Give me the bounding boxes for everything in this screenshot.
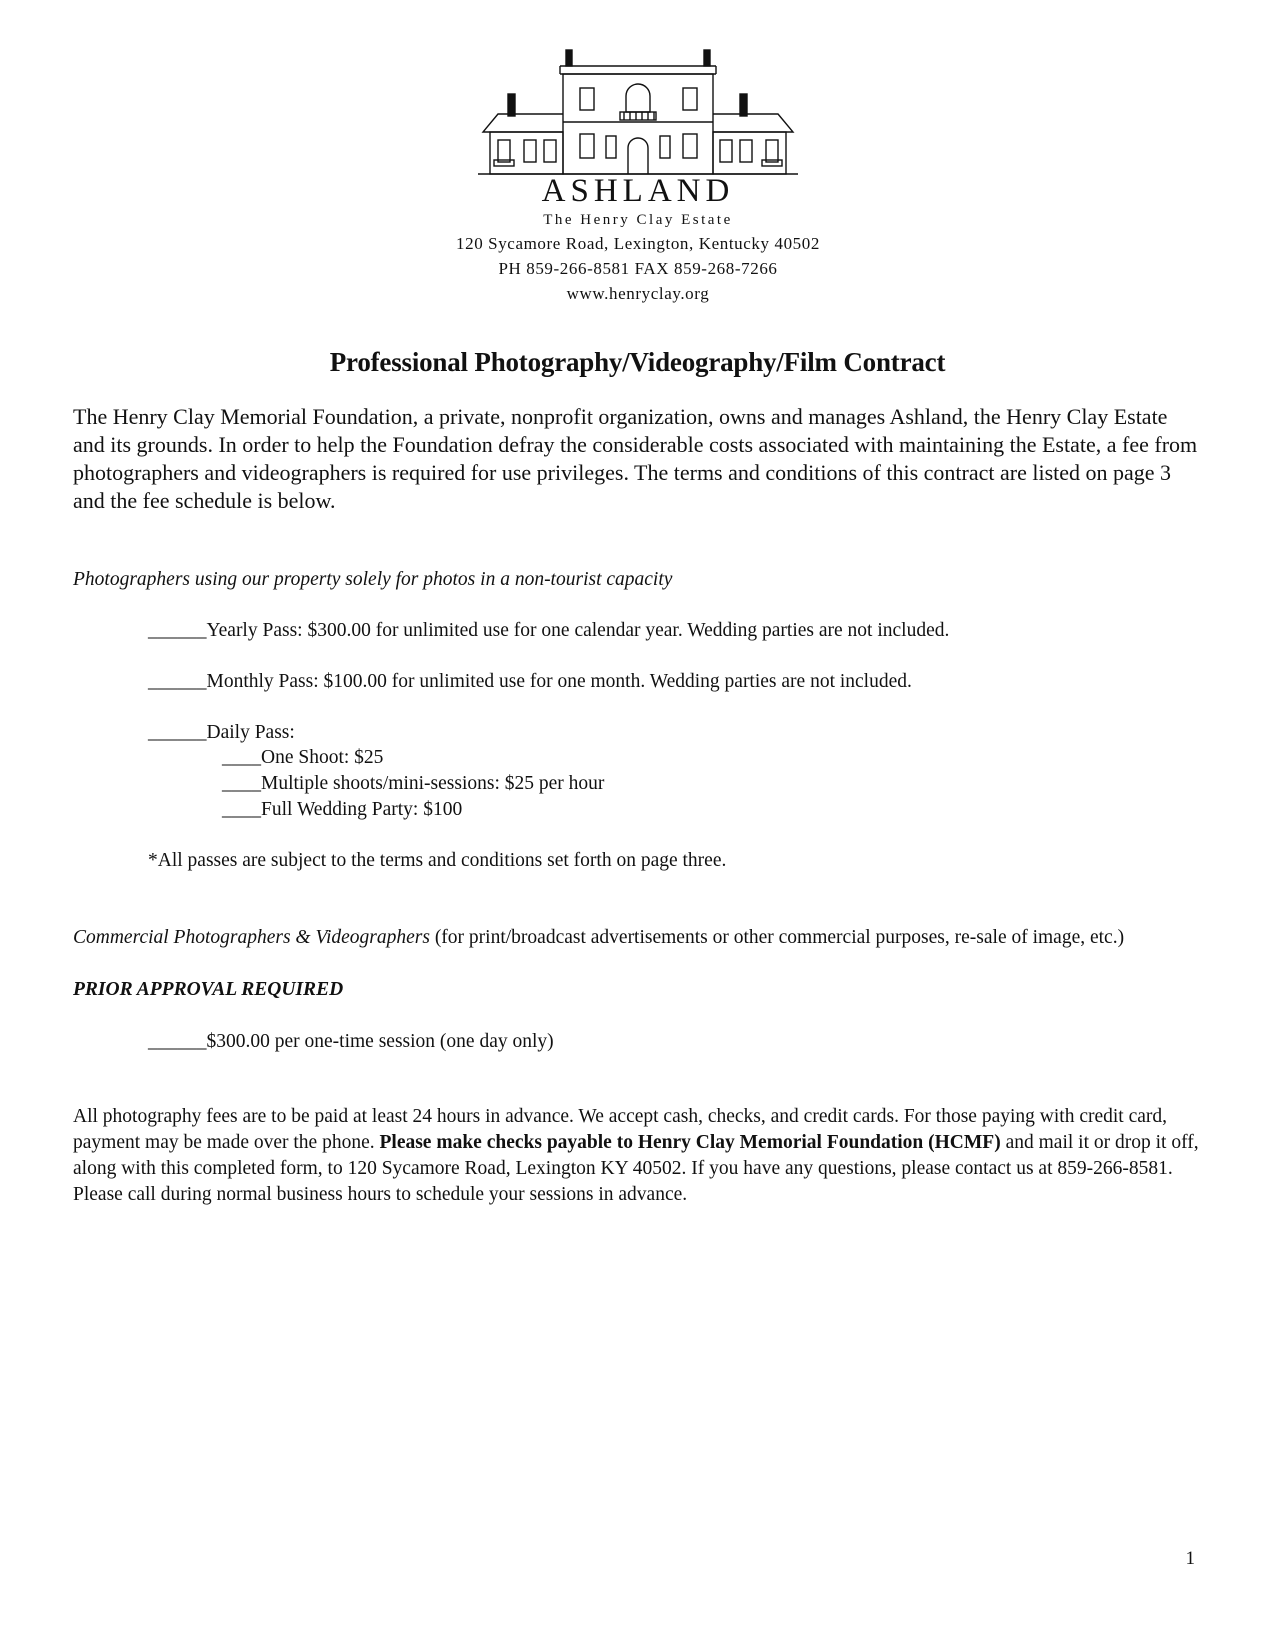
estate-subtitle: The Henry Clay Estate: [543, 212, 733, 228]
payment-text-2: and mail it or drop it off, along with this completed form, to 120 Sycamore Road, Lexington KY 40502. If you have any questions, please contact us at 859-266-8581. Please call during normal business hours to schedule your sessions in advance.: [73, 1132, 1199, 1205]
document-title: Professional Photography/Videography/Film Contract: [329, 347, 946, 377]
photographers-heading: Photographers using our property solely for photos in a non-tourist capacity: [73, 569, 673, 590]
passes-terms-note: *All passes are subject to the terms and conditions set forth on page three.: [148, 850, 727, 871]
monthly-pass-option[interactable]: ______Monthly Pass: $100.00 for unlimited use for one month. Wedding parties are not included.: [148, 671, 912, 692]
daily-wedding-party-option[interactable]: ____Full Wedding Party: $100: [222, 799, 463, 820]
commercial-heading-detail: (for print/broadcast advertisements or other commercial purposes, re-sale of image, etc.): [429, 927, 1125, 948]
payment-payable-to: Please make checks payable to Henry Clay Memorial Foundation (HCMF): [379, 1132, 1001, 1153]
estate-wordmark: ASHLAND: [541, 173, 735, 209]
commercial-session-option[interactable]: ______$300.00 per one-time session (one day only): [148, 1031, 554, 1052]
daily-one-shoot-option[interactable]: ____One Shoot: $25: [222, 747, 384, 768]
estate-website: www.henryclay.org: [566, 284, 710, 303]
daily-multiple-shoots-option[interactable]: ____Multiple shoots/mini-sessions: $25 per hour: [222, 773, 605, 794]
payment-paragraph: [73, 1104, 1203, 1208]
commercial-heading: [73, 925, 1203, 951]
prior-approval-required: PRIOR APPROVAL REQUIRED: [73, 979, 344, 1000]
mansion-illustration-icon: [478, 44, 798, 179]
page-number: 1: [1185, 1548, 1195, 1569]
estate-phone-fax: PH 859-266-8581 FAX 859-268-7266: [498, 259, 778, 278]
estate-address: 120 Sycamore Road, Lexington, Kentucky 40502: [456, 234, 820, 253]
yearly-pass-option[interactable]: ______Yearly Pass: $300.00 for unlimited use for one calendar year. Wedding parties are not included.: [148, 620, 950, 641]
daily-pass-option[interactable]: ______Daily Pass:: [148, 722, 295, 743]
commercial-heading-label: Commercial Photographers & Videographers: [73, 927, 430, 948]
payment-text-1: All photography fees are to be paid at least 24 hours in advance. We accept cash, checks, and credit cards. For those paying with credit card, payment may be made over the phone.: [73, 1106, 1168, 1153]
intro-paragraph: The Henry Clay Memorial Foundation, a private, nonprofit organization, owns and manages Ashland, the Henry Clay Estate and its grounds. In order to help the Foundation defray the considerable costs associated with maintaining the Estate, a fee from photographers and videographers is required for use privileges. The terms and conditions of this contract are listed on page 3 and the fee schedule is below.: [73, 404, 1198, 513]
letterhead: [400, 44, 876, 306]
